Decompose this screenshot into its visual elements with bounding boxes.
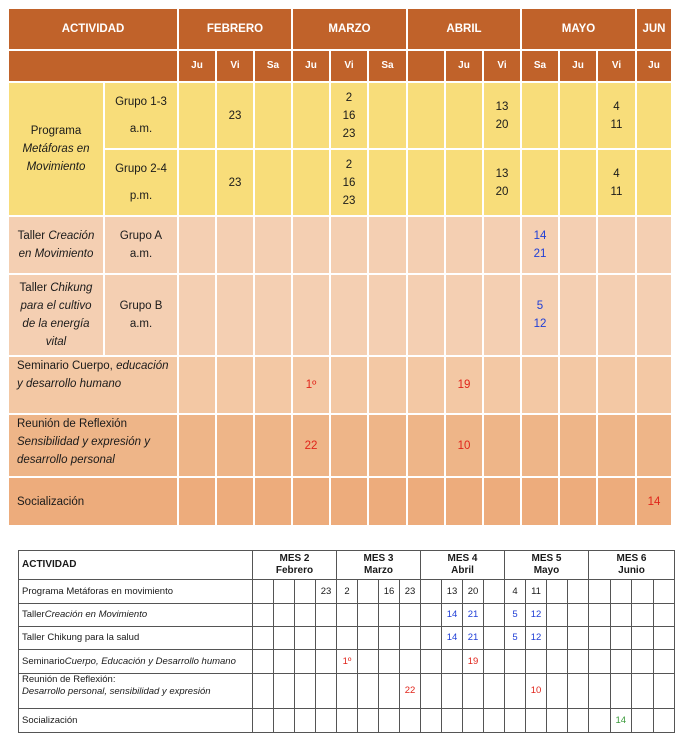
grid-cell <box>178 82 216 149</box>
grid-cell <box>505 650 526 674</box>
grid-cell <box>483 356 521 414</box>
grid-cell <box>368 414 407 477</box>
group-time: p.m. <box>129 189 153 202</box>
month-label: MES 4 <box>447 552 478 564</box>
header-day: Ju <box>559 50 597 82</box>
header-month-jun: JUN <box>636 8 672 50</box>
grid-cell <box>484 627 505 650</box>
grid-cell <box>597 414 636 477</box>
grid-cell <box>589 604 611 627</box>
label-text: Metáforas en <box>22 143 90 155</box>
grid-cell <box>407 356 445 414</box>
date-cell: 14 <box>611 709 633 733</box>
grid-cell <box>611 650 633 674</box>
header-month-abr: ABRIL <box>407 8 521 50</box>
grid-cell <box>632 709 654 733</box>
row-label-reunion: Reunión de Reflexión: Desarrollo personal, sensibilidad y expresión <box>18 674 253 709</box>
grid-cell <box>632 650 654 674</box>
row-label-taller-creacion: Taller Creación en Movimiento <box>18 604 253 627</box>
grid-cell <box>274 674 295 709</box>
grid-cell <box>589 709 611 733</box>
grid-cell <box>421 650 442 674</box>
date-cell: 13 20 <box>483 149 521 216</box>
grid-cell <box>295 709 316 733</box>
grid-cell <box>421 709 442 733</box>
grid-cell <box>559 356 597 414</box>
grid-cell <box>400 604 421 627</box>
grid-cell <box>521 356 559 414</box>
header-day: Ju <box>636 50 672 82</box>
date-cell: 14 <box>442 604 463 627</box>
schedule-table-summary <box>18 550 675 733</box>
grid-cell <box>330 216 368 274</box>
grid-cell <box>178 356 216 414</box>
header-day: Ju <box>292 50 330 82</box>
group-2-4-cell <box>104 149 178 216</box>
date-cell: 2 16 23 <box>330 82 368 149</box>
grid-cell <box>483 274 521 356</box>
date-cell: 1º <box>337 650 358 674</box>
grid-cell <box>295 650 316 674</box>
grid-cell <box>445 274 483 356</box>
grid-cell <box>568 674 589 709</box>
grid-cell <box>292 274 330 356</box>
grid-cell <box>407 477 445 526</box>
grid-cell <box>463 709 484 733</box>
header-day: Ju <box>178 50 216 82</box>
grid-cell <box>597 274 636 356</box>
month-label: MES 3 <box>363 552 394 564</box>
grid-cell <box>559 82 597 149</box>
grid-cell <box>400 650 421 674</box>
grid-cell <box>407 216 445 274</box>
grid-cell <box>292 82 330 149</box>
label-text: Seminario Cuerpo, educación <box>17 360 169 372</box>
grid-cell <box>254 149 292 216</box>
grid-cell <box>400 709 421 733</box>
grid-cell <box>337 674 358 709</box>
grid-cell <box>445 216 483 274</box>
grid-cell <box>547 604 568 627</box>
grid-cell <box>445 149 483 216</box>
grid-cell <box>597 477 636 526</box>
date-cell: 19 <box>463 650 484 674</box>
activity-reunion-label <box>8 414 178 477</box>
grid-cell <box>358 674 379 709</box>
grid-cell <box>316 604 337 627</box>
grid-cell <box>358 650 379 674</box>
grid-cell <box>568 650 589 674</box>
label-text: Programa <box>30 125 82 137</box>
grid-cell <box>358 580 379 604</box>
grid-cell <box>274 709 295 733</box>
grid-cell <box>483 414 521 477</box>
grid-cell <box>559 216 597 274</box>
grid-cell <box>559 149 597 216</box>
date-cell: 10 <box>445 414 483 477</box>
label-text: de la energía <box>22 318 90 330</box>
grid-cell <box>484 709 505 733</box>
grid-cell <box>316 650 337 674</box>
grid-cell <box>407 149 445 216</box>
header-month <box>253 550 337 580</box>
grid-cell <box>368 356 407 414</box>
header-month <box>589 550 675 580</box>
label-text: Taller Chikung <box>19 282 93 294</box>
label-text: en Movimiento <box>18 248 94 260</box>
date-cell: 21 <box>463 604 484 627</box>
date-cell: 13 20 <box>483 82 521 149</box>
grid-cell <box>559 274 597 356</box>
group-name: Grupo A <box>119 230 163 242</box>
grid-cell <box>589 674 611 709</box>
grid-cell <box>611 627 633 650</box>
grid-cell <box>337 604 358 627</box>
row-label-programa: Programa Metáforas en movimiento <box>18 580 253 604</box>
grid-cell <box>442 674 463 709</box>
label-text: Reunión de Reflexión <box>17 418 127 430</box>
grid-cell <box>407 82 445 149</box>
activity-seminario-label <box>8 356 178 414</box>
grid-cell <box>253 627 274 650</box>
grid-cell <box>636 149 672 216</box>
grid-cell <box>379 650 400 674</box>
grid-cell <box>216 477 254 526</box>
label-text: Taller Creación <box>17 230 95 242</box>
grid-cell <box>330 356 368 414</box>
date-cell: 22 <box>400 674 421 709</box>
month-name: Febrero <box>275 564 314 576</box>
grid-cell <box>654 674 676 709</box>
header-day: Vi <box>597 50 636 82</box>
date-cell: 14 <box>442 627 463 650</box>
grid-cell <box>358 604 379 627</box>
grid-cell <box>292 216 330 274</box>
grid-cell <box>484 580 505 604</box>
date-cell: 12 <box>526 604 547 627</box>
label-text: Sensibilidad y expresión y <box>17 436 150 448</box>
grid-cell <box>547 580 568 604</box>
header-day: Sa <box>254 50 292 82</box>
header-activity: ACTIVIDAD <box>8 8 178 50</box>
grid-cell <box>216 274 254 356</box>
header-day-blank <box>8 50 178 82</box>
month-name: Junio <box>618 564 645 576</box>
date-cell: 23 <box>216 82 254 149</box>
date-cell: 2 <box>337 580 358 604</box>
header-month-feb: FEBRERO <box>178 8 292 50</box>
month-label: MES 6 <box>616 552 647 564</box>
grid-cell <box>611 674 633 709</box>
grid-cell <box>358 709 379 733</box>
grid-cell <box>274 627 295 650</box>
grid-cell <box>445 82 483 149</box>
grid-cell <box>316 674 337 709</box>
month-name: Mayo <box>533 564 560 576</box>
grid-cell <box>407 274 445 356</box>
date-cell: 22 <box>292 414 330 477</box>
grid-cell <box>330 414 368 477</box>
grid-cell <box>568 580 589 604</box>
date-cell: 13 <box>442 580 463 604</box>
grid-cell <box>379 674 400 709</box>
group-1-3-cell <box>104 82 178 149</box>
grid-cell <box>368 477 407 526</box>
group-name: Grupo B <box>119 300 163 312</box>
grid-cell <box>421 674 442 709</box>
date-cell: 21 <box>463 627 484 650</box>
grid-cell <box>178 414 216 477</box>
grid-cell <box>253 674 274 709</box>
grid-cell <box>330 477 368 526</box>
grid-cell <box>253 580 274 604</box>
grid-cell <box>568 627 589 650</box>
grid-cell <box>442 650 463 674</box>
header-month <box>505 550 589 580</box>
grid-cell <box>292 149 330 216</box>
row-label-taller-chikung: Taller Chikung para la salud <box>18 627 253 650</box>
grid-cell <box>484 604 505 627</box>
date-cell: 12 <box>526 627 547 650</box>
date-cell: 10 <box>526 674 547 709</box>
header-day <box>407 50 445 82</box>
activity-programa-label <box>8 82 104 216</box>
grid-cell <box>379 627 400 650</box>
group-name: Grupo 1-3 <box>115 96 167 109</box>
grid-cell <box>632 580 654 604</box>
grid-cell <box>295 674 316 709</box>
grid-cell <box>295 580 316 604</box>
grid-cell <box>274 650 295 674</box>
grid-cell <box>654 650 676 674</box>
grid-cell <box>445 477 483 526</box>
grid-cell <box>654 580 676 604</box>
grid-cell <box>254 356 292 414</box>
date-cell: 19 <box>445 356 483 414</box>
grid-cell <box>463 674 484 709</box>
date-cell: 5 <box>505 604 526 627</box>
grid-cell <box>505 674 526 709</box>
grid-cell <box>216 356 254 414</box>
grid-cell <box>254 477 292 526</box>
date-cell: 20 <box>463 580 484 604</box>
grid-cell <box>253 709 274 733</box>
grid-cell <box>636 414 672 477</box>
group-time: a.m. <box>129 318 153 330</box>
grid-cell <box>379 604 400 627</box>
grid-cell <box>254 274 292 356</box>
grid-cell <box>526 709 547 733</box>
grid-cell <box>295 627 316 650</box>
grid-cell <box>421 627 442 650</box>
grid-cell <box>654 627 676 650</box>
group-time: a.m. <box>129 248 153 260</box>
grid-cell <box>254 414 292 477</box>
date-cell: 4 11 <box>597 82 636 149</box>
grid-cell <box>253 604 274 627</box>
grid-cell <box>483 477 521 526</box>
header-month-may: MAYO <box>521 8 636 50</box>
grid-cell <box>316 627 337 650</box>
grid-cell <box>632 674 654 709</box>
grid-cell <box>295 604 316 627</box>
grid-cell <box>636 82 672 149</box>
grid-cell <box>521 414 559 477</box>
grid-cell <box>407 414 445 477</box>
grid-cell <box>442 709 463 733</box>
grid-cell <box>521 82 559 149</box>
grid-cell <box>292 477 330 526</box>
grid-cell <box>636 274 672 356</box>
activity-socializacion-label: Socialización <box>8 477 178 526</box>
header-day: Vi <box>216 50 254 82</box>
grid-cell <box>316 709 337 733</box>
grid-cell <box>178 216 216 274</box>
label-text: vital <box>45 336 67 348</box>
date-cell: 23 <box>316 580 337 604</box>
grid-cell <box>421 580 442 604</box>
grid-cell <box>178 477 216 526</box>
grid-cell <box>547 627 568 650</box>
grid-cell <box>589 627 611 650</box>
header-day: Vi <box>483 50 521 82</box>
grid-cell <box>547 709 568 733</box>
header-month <box>421 550 505 580</box>
header-day: Vi <box>330 50 368 82</box>
grid-cell <box>526 650 547 674</box>
header-day: Ju <box>445 50 483 82</box>
grid-cell <box>337 627 358 650</box>
grid-cell <box>253 650 274 674</box>
grid-cell <box>358 627 379 650</box>
activity-taller-creacion-label <box>8 216 104 274</box>
grid-cell <box>368 82 407 149</box>
label-text: Movimiento <box>26 161 86 173</box>
label-text: y desarrollo humano <box>17 378 122 390</box>
date-cell: 2 16 23 <box>330 149 368 216</box>
grid-cell <box>274 580 295 604</box>
grid-cell <box>216 414 254 477</box>
date-cell: 11 <box>526 580 547 604</box>
grid-cell <box>274 604 295 627</box>
grid-cell <box>337 709 358 733</box>
grid-cell <box>559 414 597 477</box>
grid-cell <box>597 356 636 414</box>
grid-cell <box>505 709 526 733</box>
header-month <box>337 550 421 580</box>
date-cell: 4 <box>505 580 526 604</box>
date-cell: 14 21 <box>521 216 559 274</box>
grid-cell <box>559 477 597 526</box>
date-cell: 14 <box>636 477 672 526</box>
grid-cell <box>632 604 654 627</box>
date-cell: 23 <box>400 580 421 604</box>
date-cell: 4 11 <box>597 149 636 216</box>
grid-cell <box>254 82 292 149</box>
grid-cell <box>521 477 559 526</box>
label-text: desarrollo personal <box>17 454 115 466</box>
grid-cell <box>521 149 559 216</box>
grid-cell <box>632 627 654 650</box>
date-cell: 5 12 <box>521 274 559 356</box>
date-cell: 23 <box>216 149 254 216</box>
date-cell: 5 <box>505 627 526 650</box>
grid-cell <box>368 274 407 356</box>
grid-cell <box>178 274 216 356</box>
grid-cell <box>216 216 254 274</box>
grid-cell <box>254 216 292 274</box>
header-activity: ACTIVIDAD <box>18 550 253 580</box>
row-label-socializacion: Socialización <box>18 709 253 733</box>
grid-cell <box>484 674 505 709</box>
grid-cell <box>178 149 216 216</box>
month-name: Marzo <box>364 564 393 576</box>
grid-cell <box>589 580 611 604</box>
grid-cell <box>568 604 589 627</box>
grid-cell <box>654 604 676 627</box>
group-name: Grupo 2-4 <box>115 163 167 176</box>
grid-cell <box>597 216 636 274</box>
grid-cell <box>636 216 672 274</box>
grid-cell <box>654 709 676 733</box>
grid-cell <box>484 650 505 674</box>
group-b-cell <box>104 274 178 356</box>
row-label-seminario: Seminario Cuerpo, Educación y Desarrollo humano <box>18 650 253 674</box>
grid-cell <box>611 580 633 604</box>
grid-cell <box>568 709 589 733</box>
group-a-cell <box>104 216 178 274</box>
grid-cell <box>483 216 521 274</box>
month-name: Abril <box>451 564 474 576</box>
month-label: MES 2 <box>279 552 310 564</box>
group-time: a.m. <box>129 122 153 135</box>
header-month-mar: MARZO <box>292 8 407 50</box>
schedule-table-main <box>8 8 672 526</box>
date-cell: 16 <box>379 580 400 604</box>
grid-cell <box>368 216 407 274</box>
activity-taller-chikung-label <box>8 274 104 356</box>
grid-cell <box>330 274 368 356</box>
grid-cell <box>400 627 421 650</box>
date-cell: 1º <box>292 356 330 414</box>
month-label: MES 5 <box>531 552 562 564</box>
grid-cell <box>368 149 407 216</box>
grid-cell <box>421 604 442 627</box>
grid-cell <box>636 356 672 414</box>
label-text: para el cultivo <box>20 300 92 312</box>
grid-cell <box>611 604 633 627</box>
grid-cell <box>379 709 400 733</box>
header-day: Sa <box>521 50 559 82</box>
grid-cell <box>589 650 611 674</box>
grid-cell <box>547 674 568 709</box>
header-day: Sa <box>368 50 407 82</box>
grid-cell <box>547 650 568 674</box>
